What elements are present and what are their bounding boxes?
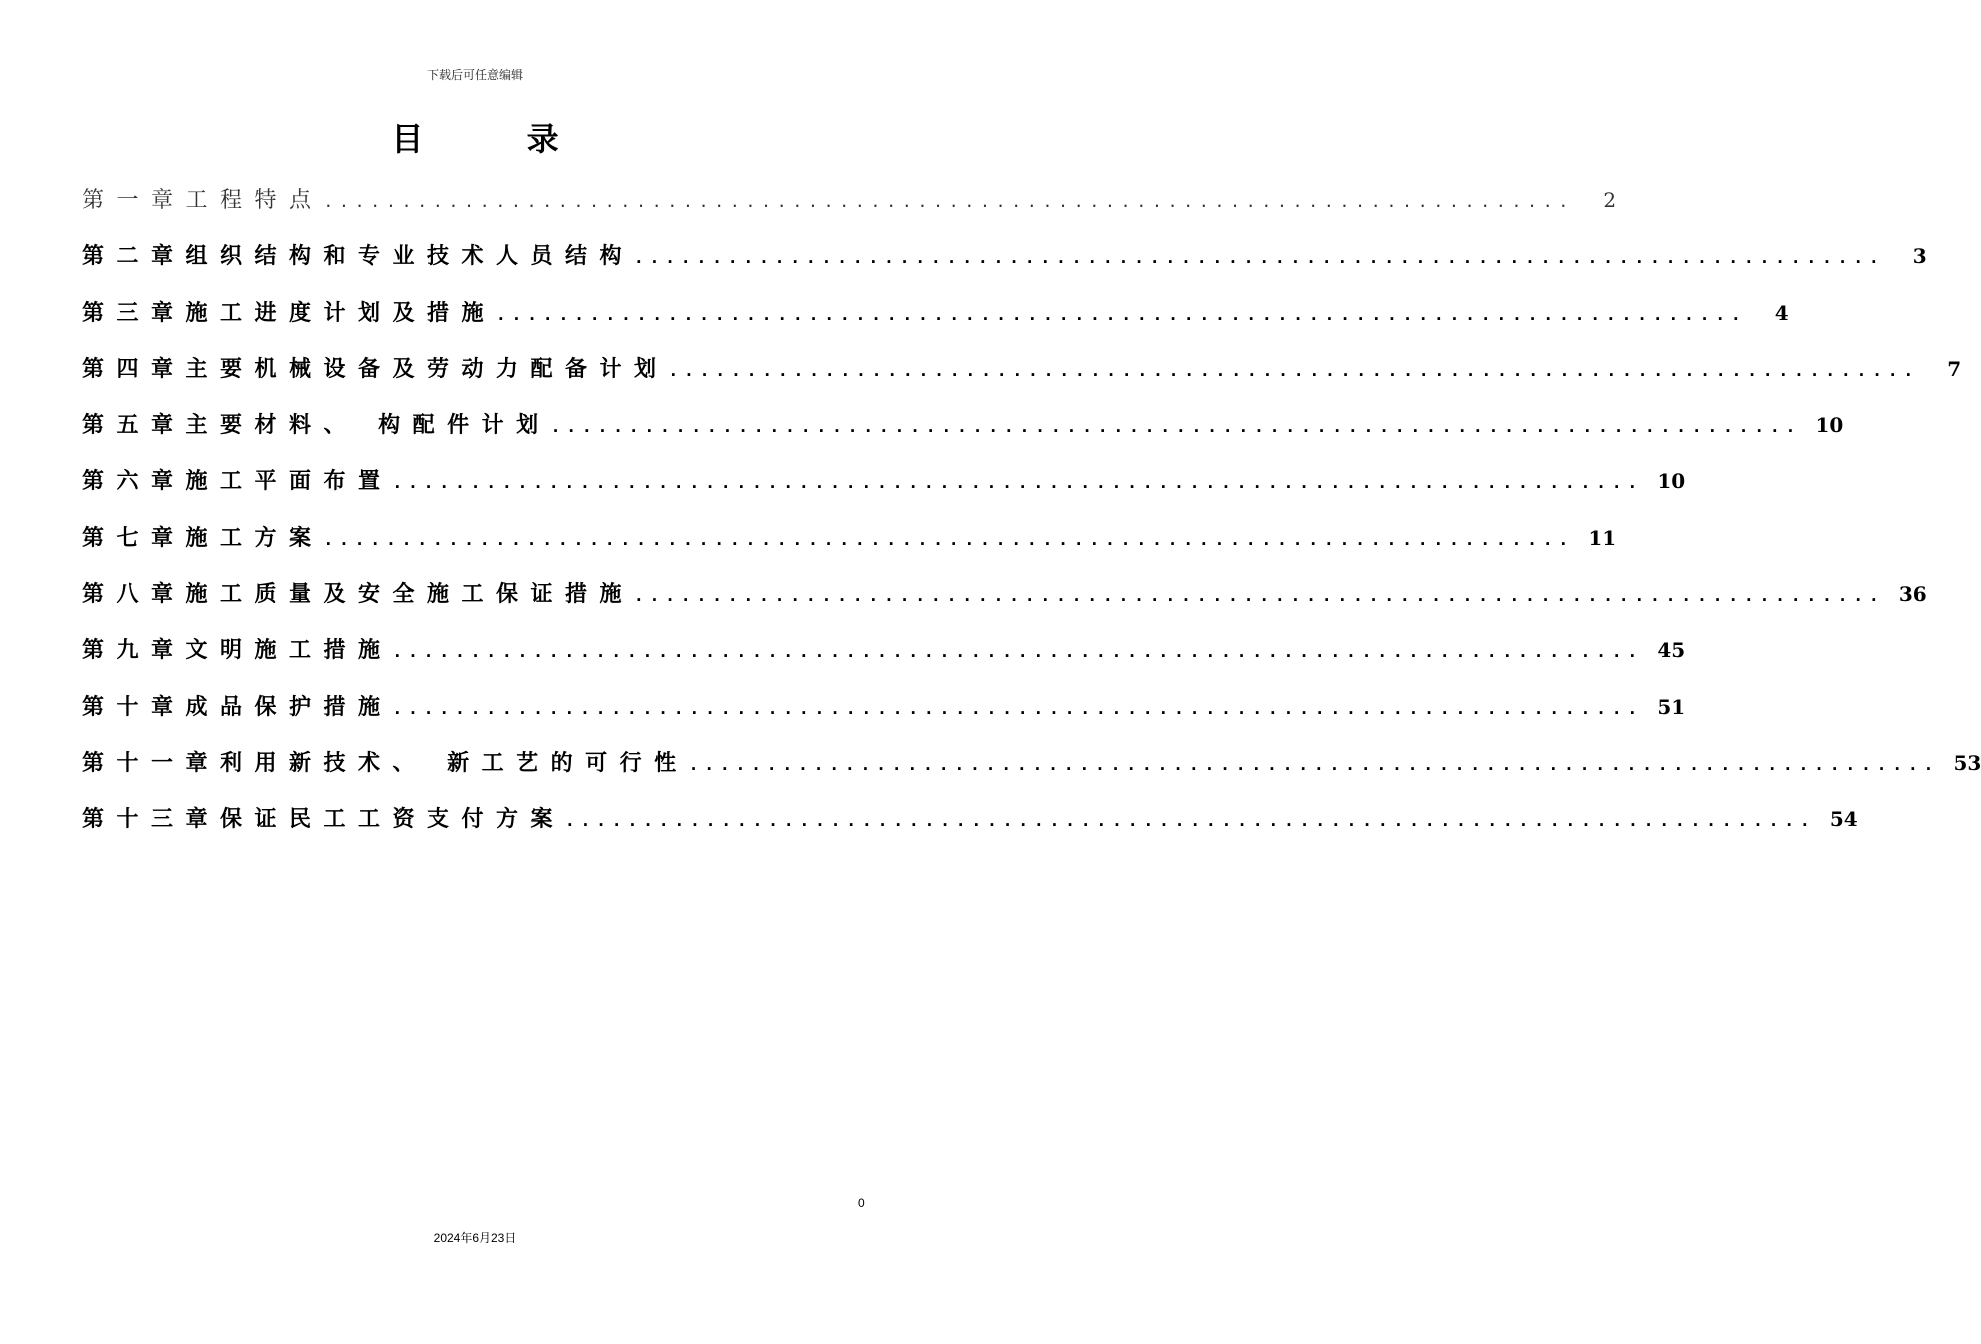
- toc-page-number: 10: [1815, 413, 1844, 438]
- toc-entry[interactable]: [82, 746, 1981, 802]
- toc-entry[interactable]: [82, 802, 1858, 858]
- toc-chapter-title: 主要材料、 构配件计划: [185, 413, 551, 439]
- toc-entry[interactable]: [82, 352, 1962, 408]
- toc-chapter-number: 第十一章: [82, 750, 221, 776]
- table-of-contents: [82, 183, 1981, 859]
- toc-leader-dots: ................................................................................: [634, 248, 1885, 268]
- toc-leader-dots: ................................................................................: [688, 754, 1940, 774]
- toc-page-number: 2: [1603, 188, 1617, 212]
- toc-page-number: 54: [1829, 807, 1858, 832]
- toc-page-number: 3: [1912, 244, 1927, 269]
- toc-page-number: 11: [1588, 525, 1617, 550]
- toc-chapter-title: 施工质量及安全施工保证措施: [185, 582, 635, 608]
- toc-chapter-title: 保证民工工资支付方案: [220, 807, 566, 833]
- page-header: 下载后可任意编辑: [426, 68, 523, 82]
- toc-entry[interactable]: [82, 521, 1617, 577]
- footer-date: 2024年6月23日: [433, 1231, 517, 1245]
- toc-chapter-title: 主要机械设备及劳动力配备计划: [185, 356, 669, 382]
- toc-chapter-title: 施工方案: [185, 525, 324, 551]
- toc-chapter-title: 施工进度计划及措施: [185, 300, 497, 326]
- toc-chapter-number: 第三章: [82, 300, 186, 326]
- toc-leader-dots: ................................................................................: [668, 360, 1920, 380]
- toc-page-number: 7: [1947, 356, 1962, 381]
- page-number: 0: [858, 1196, 865, 1210]
- toc-page-number: 45: [1657, 638, 1686, 663]
- toc-chapter-title: 利用新技术、 新工艺的可行性: [220, 750, 689, 776]
- toc-chapter-title: 施工平面布置: [185, 469, 393, 495]
- toc-entry[interactable]: [82, 296, 1789, 352]
- toc-leader-dots: ................................................................................: [496, 304, 1747, 324]
- toc-leader-dots: ................................................................................: [565, 811, 1816, 831]
- toc-page-number: 53: [1953, 750, 1981, 775]
- toc-chapter-number: 第十三章: [82, 807, 221, 833]
- toc-entry[interactable]: [82, 183, 1617, 239]
- toc-leader-dots: ................................................................................: [634, 586, 1885, 606]
- toc-leader-dots: ................................................................................: [392, 698, 1644, 718]
- toc-entry[interactable]: [82, 690, 1686, 746]
- toc-chapter-number: 第九章: [82, 638, 186, 664]
- toc-leader-dots: ................................................................................: [323, 529, 1575, 549]
- toc-chapter-number: 第十章: [82, 694, 186, 720]
- toc-page-number: 10: [1657, 469, 1686, 494]
- toc-leader-dots: ................................................................................: [392, 642, 1644, 662]
- toc-chapter-number: 第二章: [82, 244, 186, 270]
- toc-entry[interactable]: [82, 633, 1686, 689]
- toc-chapter-number: 第四章: [82, 356, 186, 382]
- toc-chapter-number: 第七章: [82, 525, 186, 551]
- toc-chapter-number: 第五章: [82, 413, 186, 439]
- toc-chapter-title: 成品保护措施: [185, 694, 393, 720]
- toc-leader-dots: ................................................................................: [323, 192, 1575, 211]
- toc-page-number: 51: [1657, 694, 1686, 719]
- toc-leader-dots: ................................................................................: [550, 417, 1802, 437]
- toc-entry[interactable]: [82, 464, 1686, 520]
- page-title: 目 录: [391, 120, 605, 158]
- toc-chapter-title: 组织结构和专业技术人员结构: [185, 244, 635, 270]
- toc-chapter-number: 第一章: [82, 188, 186, 213]
- toc-chapter-number: 第六章: [82, 469, 186, 495]
- toc-page-number: 4: [1774, 300, 1789, 325]
- toc-leader-dots: ................................................................................: [392, 473, 1644, 493]
- toc-entry[interactable]: [82, 239, 1927, 295]
- toc-chapter-title: 文明施工措施: [185, 638, 393, 664]
- toc-entry[interactable]: [82, 408, 1844, 464]
- toc-entry[interactable]: [82, 577, 1927, 633]
- toc-chapter-title: 工程特点: [185, 188, 324, 213]
- toc-chapter-number: 第八章: [82, 582, 186, 608]
- toc-page-number: 36: [1898, 582, 1927, 607]
